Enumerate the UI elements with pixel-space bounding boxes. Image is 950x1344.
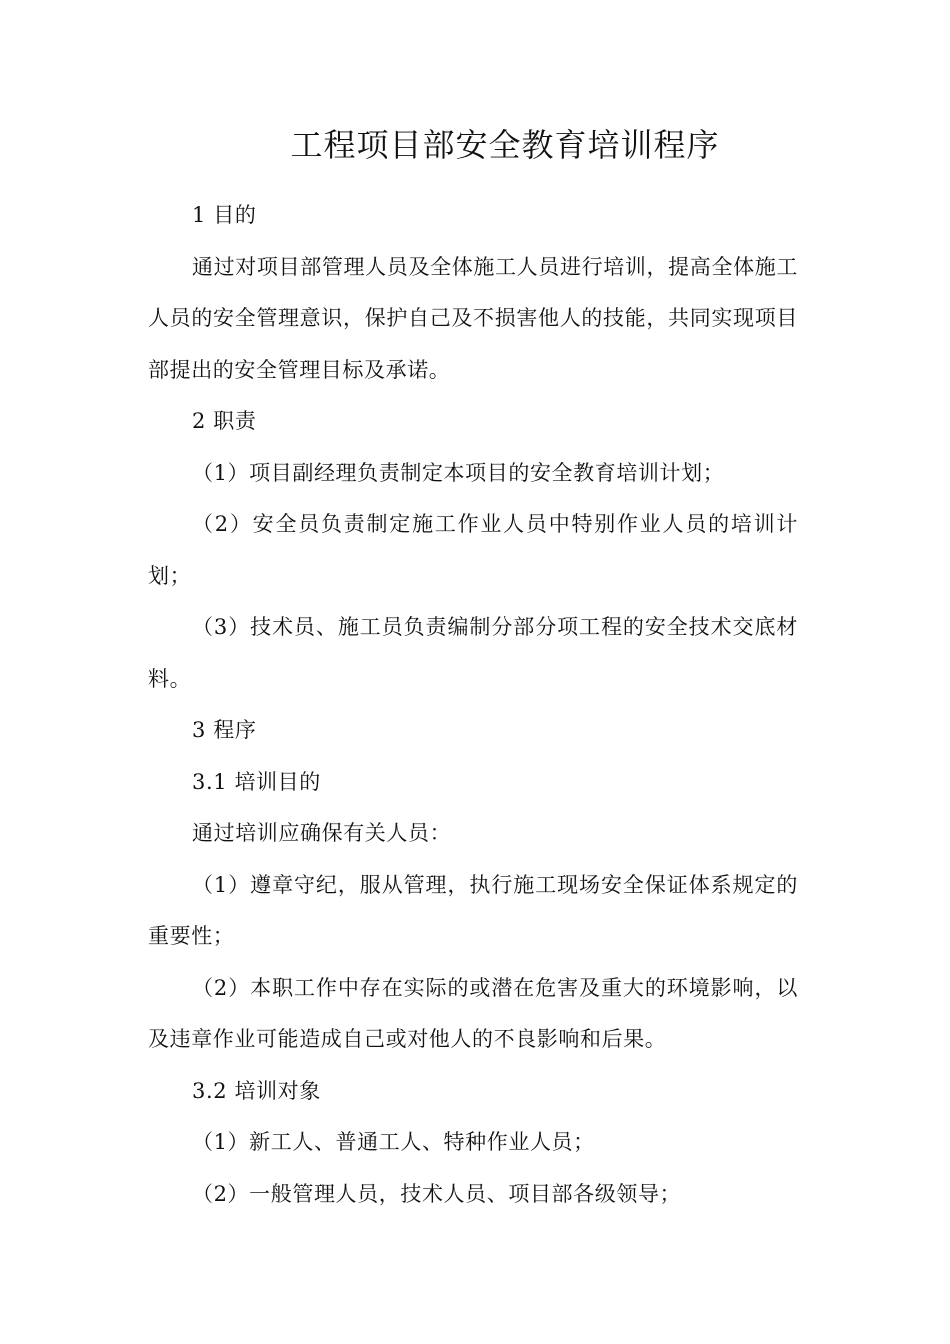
list-item-duty-1: （1）项目副经理负责制定本项目的安全教育培训计划； — [192, 460, 725, 485]
paragraph-purpose: 通过对项目部管理人员及全体施工人员进行培训，提高全体施工人员的安全管理意识，保护自己及不损害他人的技能，共同实现项目部提出的安全管理目标及承诺。 — [148, 254, 798, 382]
subsection-heading-3-2: 3.2 培训对象 — [192, 1078, 321, 1103]
document-title: 工程项目部安全教育培训程序 — [290, 126, 720, 164]
section-heading-2: 2 职责 — [192, 409, 257, 433]
subsection-heading-3-1: 3.1 培训目的 — [192, 769, 321, 794]
list-item-duty-3: （3）技术员、施工员负责编制分部分项工程的安全技术交底材料。 — [148, 615, 798, 691]
section-heading-3: 3 程序 — [192, 718, 257, 742]
paragraph-training-intro: 通过培训应确保有关人员： — [192, 821, 452, 845]
document-body — [148, 190, 798, 1220]
list-item-goal-1: （1）遵章守纪，服从管理，执行施工现场安全保证体系规定的重要性； — [148, 872, 798, 948]
list-item-target-1: （1）新工人、普通工人、特种作业人员； — [192, 1130, 595, 1154]
section-heading-1: 1 目的 — [192, 203, 257, 227]
list-item-duty-2: （2）安全员负责制定施工作业人员中特别作业人员的培训计划； — [148, 512, 798, 588]
list-item-goal-2: （2）本职工作中存在实际的或潜在危害及重大的环境影响，以及违章作业可能造成自己或对他人的不良影响和后果。 — [148, 975, 798, 1051]
list-item-target-2: （2）一般管理人员，技术人员、项目部各级领导； — [192, 1181, 682, 1206]
